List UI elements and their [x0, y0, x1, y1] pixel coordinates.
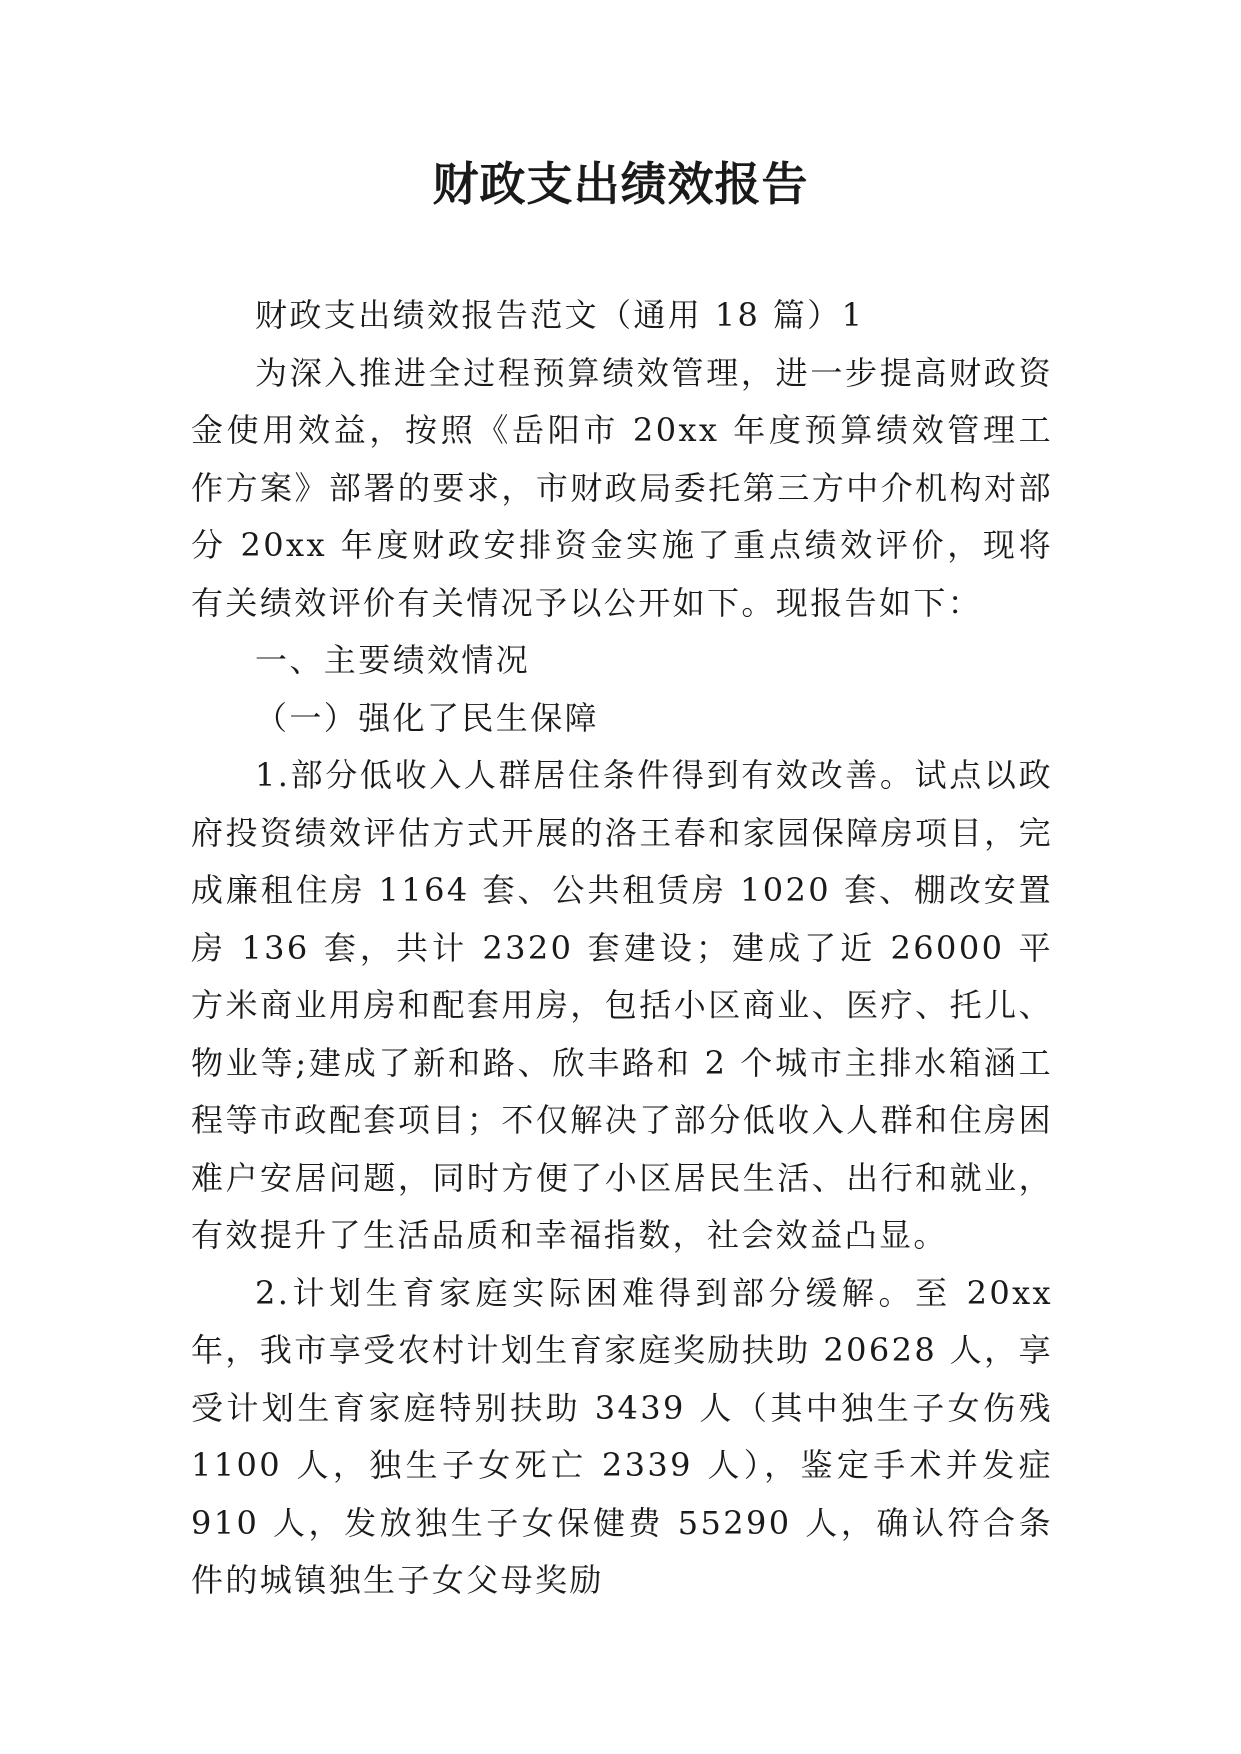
document-body	[191, 287, 1053, 1610]
paragraph-housing: 1.部分低收入人群居住条件得到有效改善。试点以政府投资绩效评估方式开展的洛王春和家园保障房项目，完成廉租住房 1164 套、公共租赁房 1020 套、棚改安置房 136 套，共计 2320 套建设；建成了近 26000 平方米商业用房和配套用房，包括小区商业、医疗、托儿、物业等;建成了新和路、欣丰路和 2 个城市主排水箱涵工程等市政配套项目；不仅解决了部分低收入人群和住房困难户安居问题，同时方便了小区居民生活、出行和就业，有效提升了生活品质和幸福指数，社会效益凸显。	[191, 756, 1053, 1254]
section-heading: 一、主要绩效情况	[255, 641, 531, 679]
paragraph-family-planning: 2.计划生育家庭实际困难得到部分缓解。至 20xx 年，我市享受农村计划生育家庭奖励扶助 20628 人，享受计划生育家庭特别扶助 3439 人（其中独生子女伤残 1100 人，独生子女死亡 2339 人），鉴定手术并发症 910 人，发放独生子女保健费 55290 人，确认符合条件的城镇独生子女父母奖励	[191, 1273, 1053, 1599]
document-title: 财政支出绩效报告	[432, 157, 809, 211]
document-subtitle: 财政支出绩效报告范文（通用 18 篇）1	[255, 296, 865, 334]
paragraph-intro: 为深入推进全过程预算绩效管理，进一步提高财政资金使用效益，按照《岳阳市 20xx 年度预算绩效管理工作方案》部署的要求，市财政局委托第三方中介机构对部分 20xx 年度财政安排资金实施了重点绩效评价，现将有关绩效评价有关情况予以公开如下。现报告如下：	[191, 353, 1053, 622]
subsection-heading: （一）强化了民生保障	[255, 698, 600, 737]
